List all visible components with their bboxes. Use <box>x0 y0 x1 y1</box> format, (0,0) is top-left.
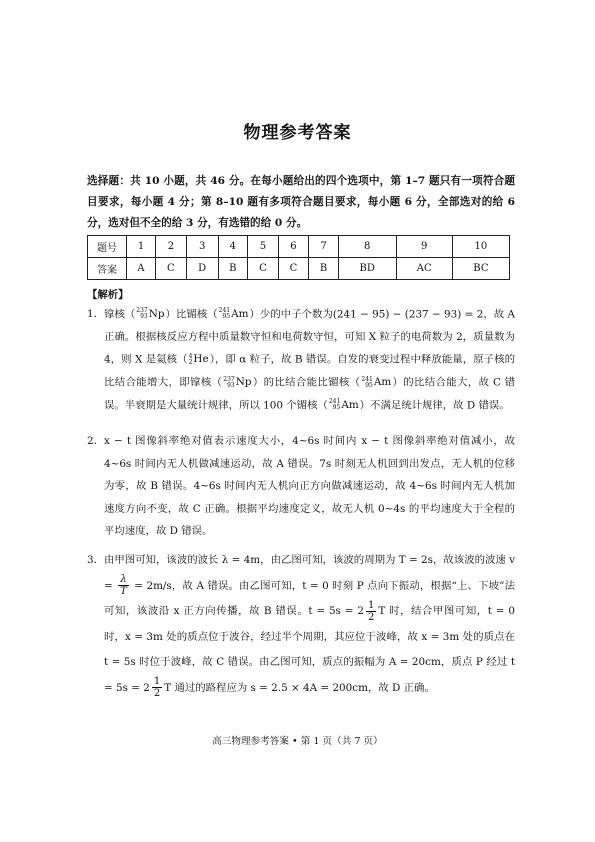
table-cell: 8 <box>338 236 396 258</box>
page-title: 物理参考答案 <box>243 123 352 143</box>
table-cell: 7 <box>309 236 339 258</box>
text-run: ）少的中子个数为(241 − 95) − (237 − 93) = 2，故 A 正确。根据核反应方程中质量数守恒和电荷数守恒，可知 X 粒子的电荷数为 2，质量数为 4，则 X 是氦核（ <box>104 308 516 366</box>
denominator: 2 <box>367 611 375 623</box>
text-run: ）不满足统计规律，故 D 错误。 <box>359 399 510 412</box>
analysis-heading: 【解析】 <box>87 289 129 301</box>
explanation-text <box>104 548 515 701</box>
table-cell: C <box>248 258 279 280</box>
question-number: 2． <box>87 435 105 447</box>
text-run: ）的比结合能大，故 C 错误。半衰期是大量统计规律，所以 100 个镅核（ <box>104 376 515 412</box>
mass-number: 241 <box>218 307 231 315</box>
element-symbol: Am <box>373 376 392 389</box>
atomic-number: 95 <box>332 404 341 412</box>
table-cell: A <box>127 258 156 280</box>
table-cell: 2 <box>156 236 187 258</box>
numerator: 1 <box>153 676 161 687</box>
table-cell: 6 <box>278 236 309 258</box>
table-cell: 3 <box>186 236 218 258</box>
answer-table <box>87 235 510 280</box>
fraction-one-half <box>152 676 162 699</box>
answer-row <box>88 258 510 280</box>
atomic-number: 93 <box>140 313 148 321</box>
mass-number: 4 <box>188 352 193 360</box>
table-cell: B <box>218 258 248 280</box>
explanation-text: x − t 图像斜率绝对值表示速度大小，4~6s 时间内 x − t 图像斜率绝对值减小，故 4~6s 时间内无人机做减速运动，故 A 错误。7s 时刻无人机回到出发点，无人机的位移为零，故 B 错误。4~6s 时间内无人机向正方向做减速运动，故 4~6s 时间内无人机加速度方向不变，故 C 正确。根据平均速度定义，故无人机 0~4s 的平均速度大于全程的平均速度，故 D 错误。 <box>104 435 515 537</box>
mass-number: 241 <box>328 398 341 406</box>
question-number: 3． <box>87 554 105 566</box>
element-symbol: Np <box>148 308 165 320</box>
explanation-q2 <box>87 430 515 543</box>
question-number-row <box>88 236 510 258</box>
fraction-one-half <box>366 600 376 623</box>
nuclide-np <box>223 371 251 394</box>
row-label-question: 题号 <box>88 236 127 258</box>
table-cell: 10 <box>452 236 509 258</box>
text-run: T 时，结合甲图可知，t = 0 时，x = 3m 处的质点位于波谷，经过半个周期，其应位于波峰，故 x = 3m 处的质点在 t = 5s 时位于波峰，故 C 错误。由乙图可知，质点的振幅为 A = 20cm，质点 P 经过 t = 5s = 2 <box>104 605 515 694</box>
explanation-text <box>104 303 515 417</box>
denominator: T <box>120 586 127 597</box>
table-cell: BC <box>452 258 509 280</box>
table-cell: 1 <box>127 236 156 258</box>
numerator: λ <box>118 574 129 586</box>
mass-number: 237 <box>136 307 148 315</box>
text-run: ），即 α 粒子，故 B 错误。自发的衰变过程中释放能量，原子核的比结合能增大，即镎核（ <box>104 353 515 389</box>
text-run: T 通过的路程应为 s = 2.5 × 4A = 200cm，故 D 正确。 <box>164 681 435 694</box>
nuclide-am <box>361 371 391 394</box>
table-cell: 9 <box>396 236 452 258</box>
explanation-q3 <box>87 548 515 701</box>
explanation-q1 <box>87 303 515 417</box>
page-footer: 高三物理参考答案 • 第 1 页（共 7 页） <box>212 736 383 747</box>
nuclide-he <box>189 348 209 371</box>
atomic-number: 95 <box>365 381 373 389</box>
table-cell: C <box>156 258 187 280</box>
atomic-number: 95 <box>222 313 231 321</box>
element-symbol: He <box>193 353 209 366</box>
table-cell: AC <box>396 258 452 280</box>
instructions-paragraph: 选择题：共 10 小题，共 46 分。在每小题给出的四个选项中，第 1–7 题只有一项符合题目要求，每小题 4 分；第 8–10 题有多项符合题目要求，每小题 6 分，全部选对的给 6 分，选对但不全的给 3 分，有选错的给 0 分。 <box>87 175 515 229</box>
denominator: 2 <box>153 688 161 699</box>
table-cell: BD <box>338 258 396 280</box>
nuclide-am <box>329 394 359 417</box>
text-run: 由甲图可知，该波的波长 λ = 4m，由乙图可知，该波的周期为 T = 2s，故该波的波速 v = <box>104 554 515 592</box>
question-number: 1． <box>87 308 105 320</box>
atomic-number: 93 <box>227 381 235 389</box>
table-cell: D <box>186 258 218 280</box>
text-run: ）比镅核（ <box>165 308 218 321</box>
element-symbol: Am <box>341 399 359 412</box>
table-cell: B <box>309 258 339 280</box>
element-symbol: Np <box>235 376 252 389</box>
row-label-answer: 答案 <box>88 258 127 280</box>
nuclide-np <box>136 303 164 326</box>
table-cell: 4 <box>218 236 248 258</box>
text-run: = 2m/s，故 A 错误。由乙图可知，t = 0 时刻 P 点向下振动，根据“上、下坡”法可知，该波沿 x 正方向传播，故 B 错误。t = 5s = 2 <box>104 579 515 617</box>
table-cell: C <box>278 258 309 280</box>
nuclide-am <box>219 303 249 326</box>
fraction-lambda-over-t <box>118 574 129 597</box>
text-run: 镎核（ <box>104 308 136 321</box>
numerator: 1 <box>367 599 375 611</box>
text-run: ）的比结合能比镅核（ <box>252 376 361 389</box>
atomic-number: 2 <box>188 358 193 366</box>
table-cell: 5 <box>248 236 279 258</box>
mass-number: 237 <box>223 375 235 383</box>
element-symbol: Am <box>231 308 249 320</box>
mass-number: 241 <box>361 375 373 383</box>
